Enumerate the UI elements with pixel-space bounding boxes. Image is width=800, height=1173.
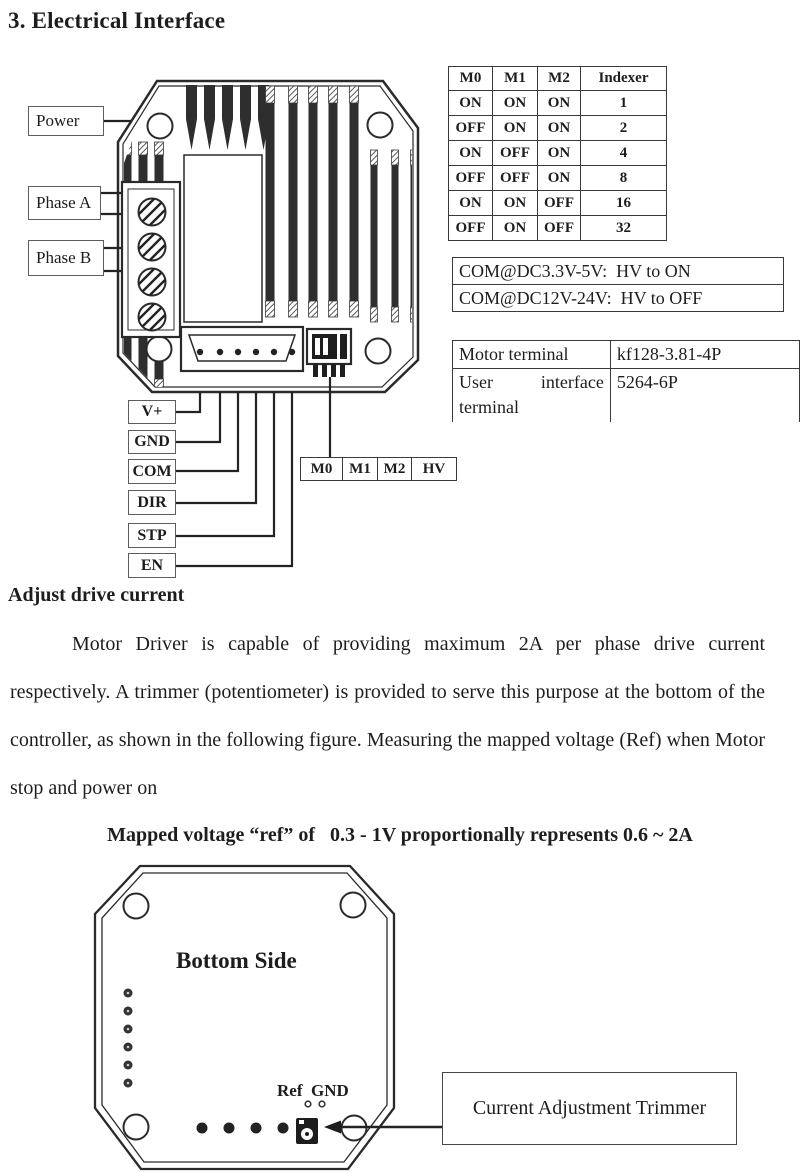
table-row [453,369,800,423]
table-row [453,341,800,369]
cell: ON [449,91,493,116]
col-header-m0: M0 [449,67,493,91]
mode-cell-m0: M0 [300,457,343,481]
section-heading: Adjust drive current [8,584,185,606]
phase-a-label-box: Phase A [28,186,101,220]
current-trimmer [296,1118,318,1144]
cell: ON [493,116,538,141]
pcb-window [184,155,262,322]
cell: 2 [581,116,667,141]
pin-label-vplus: V+ [128,400,176,424]
stp-wire [176,392,274,536]
cell: 16 [581,191,667,216]
driver-top-view [118,81,418,392]
cell: ON [538,141,581,166]
mapped-voltage-line: Mapped voltage “ref” of 0.3 - 1V proportionally represents 0.6 ~ 2A [107,824,693,846]
page-title: 3. Electrical Interface [8,8,226,33]
cell: ON [449,141,493,166]
user-interface-connector [181,327,303,371]
mode-cell-m2: M2 [378,457,412,481]
table-row [449,191,667,216]
cell: OFF [449,116,493,141]
table-row [449,141,667,166]
cell: OFF [493,166,538,191]
table-row [449,216,667,241]
pin-label-en: EN [128,553,176,578]
pin-label-com: COM [128,459,176,484]
table-row [449,166,667,191]
cell: ON [493,191,538,216]
indexer-header-row [449,67,667,91]
cell: OFF [493,141,538,166]
mode-pin-row [300,457,457,481]
cell: OFF [538,191,581,216]
com-rule-2: COM@DC12V-24V: HV to OFF [453,285,784,312]
col-header-m1: M1 [493,67,538,91]
dir-wire [176,392,256,503]
terminal-value: 5264-6P [616,372,678,392]
mode-cell-m1: M1 [343,457,378,481]
cell: ON [538,166,581,191]
trimmer-callout-box: Current Adjustment Trimmer [442,1072,737,1145]
cell: OFF [449,166,493,191]
terminal-name: Motor terminal [453,341,611,369]
terminal-model-table [452,340,800,422]
mode-cell-hv: HV [412,457,457,481]
cell: ON [538,91,581,116]
bottom-side-label: Bottom Side [176,948,297,973]
pin-label-dir: DIR [128,490,176,515]
cell: ON [493,216,538,241]
col-header-m2: M2 [538,67,581,91]
pin-label-stp: STP [128,523,176,548]
terminal-name: User interface terminal [453,369,611,423]
cell: OFF [538,216,581,241]
terminal-value: kf128-3.81-4P [610,341,799,369]
cell: 4 [581,141,667,166]
body-paragraph: Motor Driver is capable of providing maximum 2A per phase drive current respectively. A trimmer (potentiometer) is provided to serve this purpose at the bottom of the controller, as shown in the following figure. Measuring the mapped voltage (Ref) when Motor stop and power on [10,633,765,799]
vplus-wire [176,392,200,412]
cell: OFF [449,216,493,241]
cell: 32 [581,216,667,241]
cell: 1 [581,91,667,116]
col-header-indexer: Indexer [581,67,667,91]
motor-terminal-block [122,182,180,337]
cell: ON [449,191,493,216]
pin-label-gnd: GND [128,430,176,454]
table-row [453,285,784,312]
power-label-box: Power [28,106,104,136]
com-rule-1: COM@DC3.3V-5V: HV to ON [453,258,784,285]
table-row [453,258,784,285]
cell: ON [493,91,538,116]
cell: ON [538,116,581,141]
table-row [449,116,667,141]
phase-b-label-box: Phase B [28,240,104,276]
table-row [449,91,667,116]
indexer-table [448,66,667,241]
com-wire [176,392,238,471]
com-voltage-table [452,257,784,312]
gnd-wire [176,392,220,442]
board-bottom-view [95,866,394,1169]
ref-gnd-label: Ref GND [277,1081,349,1100]
cell: 8 [581,166,667,191]
